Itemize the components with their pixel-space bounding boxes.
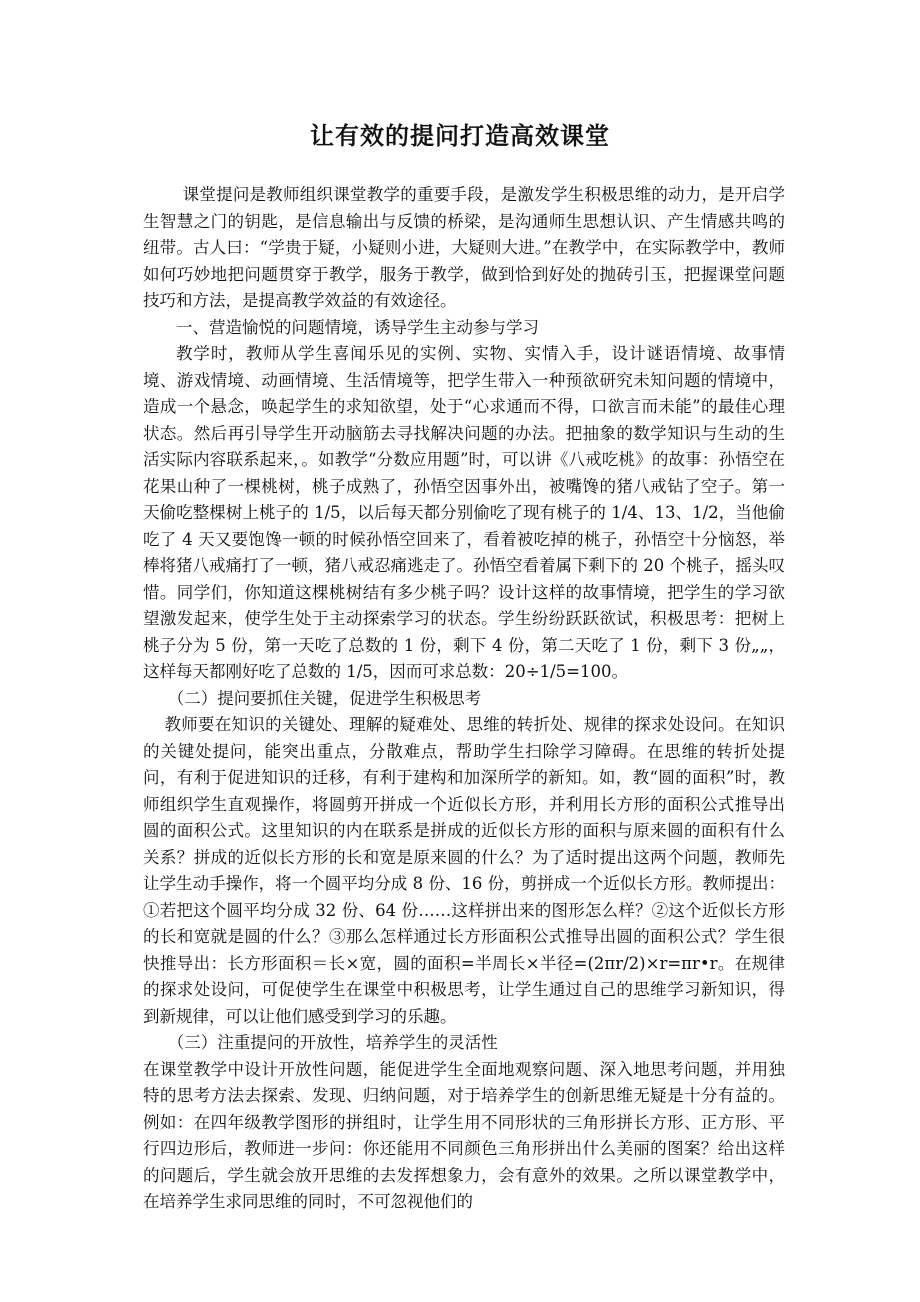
body-paragraph-2: 教师要在知识的关键处、理解的疑难处、思维的转折处、规律的探求处设问。在知识的关键处提问，能突出重点，分散难点，帮助学生扫除学习障碍。在思维的转折处提问，有利于促进知识的迁移，有利于建构和加深所学的新知。如，教“圆的面积”时，教师组织学生直观操作，将圆剪开拼成一个近似长方形，并利用长方形的面积公式推导出圆的面积公式。这里知识的内在联系是拼成的近似长方形的面积与原来圆的面积有什么关系？拼成的近似长方形的长和宽是原来圆的什么？为了适时提出这两个问题，教师先让学生动手操作，将一个圆平均分成 8 份、16 份，剪拼成一个近似长方形。教师提出：①若把这个圆平均分成 32 份、64 份……这样拼出来的图形怎么样？②这个近似长方形的长和宽就是圆的什么？③那么怎样通过长方形面积公式推导出圆的面积公式？学生很快推导出：长方形面积＝长×宽，圆的面积=半周长×半径=(2πr/2)×r=πr•r。在规律的探求处设问，可促使学生在课堂中积极思考，让学生通过自己的思维学习新知识，得到新规律，可以让他们感受到学习的乐趣。 [143,715,785,1026]
section-heading-3: （三）注重提问的开放性，培养学生的灵活性 [167,1033,498,1052]
body-paragraph-3: 在课堂教学中设计开放性问题，能促进学生全面地观察问题、深入地思考问题，并用独特的思考方法去探索、发现、归纳问题，对于培养学生的创新思维无疑是十分有益的。例如：在四年级教学图形的拼组时，让学生用不同形状的三角形拼长方形、正方形、平行四边形后，教师进一步问：你还能用不同颜色三角形拼出什么美丽的图案？给出这样的问题后，学生就会放开思维的去发挥想象力，会有意外的效果。之所以课堂教学中，在培养学生求同思维的同时，不可忽视他们的 [143,1059,785,1211]
document-title: 让有效的提问打造高效课堂 [310,121,610,150]
body-paragraph-1: 教学时，教师从学生喜闻乐见的实例、实物、实情入手，设计谜语情境、故事情境、游戏情境、动画情境、生活情境等，把学生带入一种预欲研究未知问题的情境中，造成一个悬念，唤起学生的求知欲望，处于“心求通而不得，口欲言而未能”的最佳心理状态。然后再引导学生开动脑筋去寻找解决问题的办法。把抽象的数学知识与生动的生活实际内容联系起来，。如教学“分数应用题”时，可以讲《八戒吃桃》的故事：孙悟空在花果山种了一棵桃树，桃子成熟了，孙悟空因事外出，被嘴馋的猪八戒钻了空子。第一天偷吃整棵树上桃子的 1/5，以后每天都分别偷吃了现有桃子的 1/4、13、1/2，当他偷吃了 4 天又要饱馋一顿的时候孙悟空回来了，看着被吃掉的桃子，孙悟空十分恼怒，举棒将猪八戒痛打了一顿，猪八戒忍痛逃走了。孙悟空看着属下剩下的 20 个桃子，摇头叹惜。同学们，你知道这棵桃树结有多少桃子吗？设计这样的故事情境，把学生的学习欲望激发起来，使学生处于主动探索学习的状态。学生纷纷跃跃欲试，积极思考：把树上桃子分为 5 份，第一天吃了总数的 1 份，剩下 4 份，第二天吃了 1 份，剩下 3 份„„，这样每天都刚好吃了总数的 1/5，因而可求总数：20÷1/5=100。 [143,344,785,681]
section-heading-2: （二）提问要抓住关键，促进学生积极思考 [167,688,482,708]
document-body [143,182,785,1216]
intro-paragraph: 课堂提问是教师组织课堂教学的重要手段，是激发学生积极思维的动力，是开启学生智慧之门的钥匙，是信息输出与反馈的桥梁，是沟通师生思想认识、产生情感共鸣的纽带。古人曰：“学贵于疑，小疑则小进，大疑则大进。”在教学中，在实际教学中，教师如何巧妙地把问题贯穿于教学，服务于教学，做到恰到好处的抛砖引玉，把握课堂问题技巧和方法，是提高教学效益的有效途径。 [143,185,785,310]
section-heading-1: 一、营造愉悦的问题情境，诱导学生主动参与学习 [176,317,539,337]
